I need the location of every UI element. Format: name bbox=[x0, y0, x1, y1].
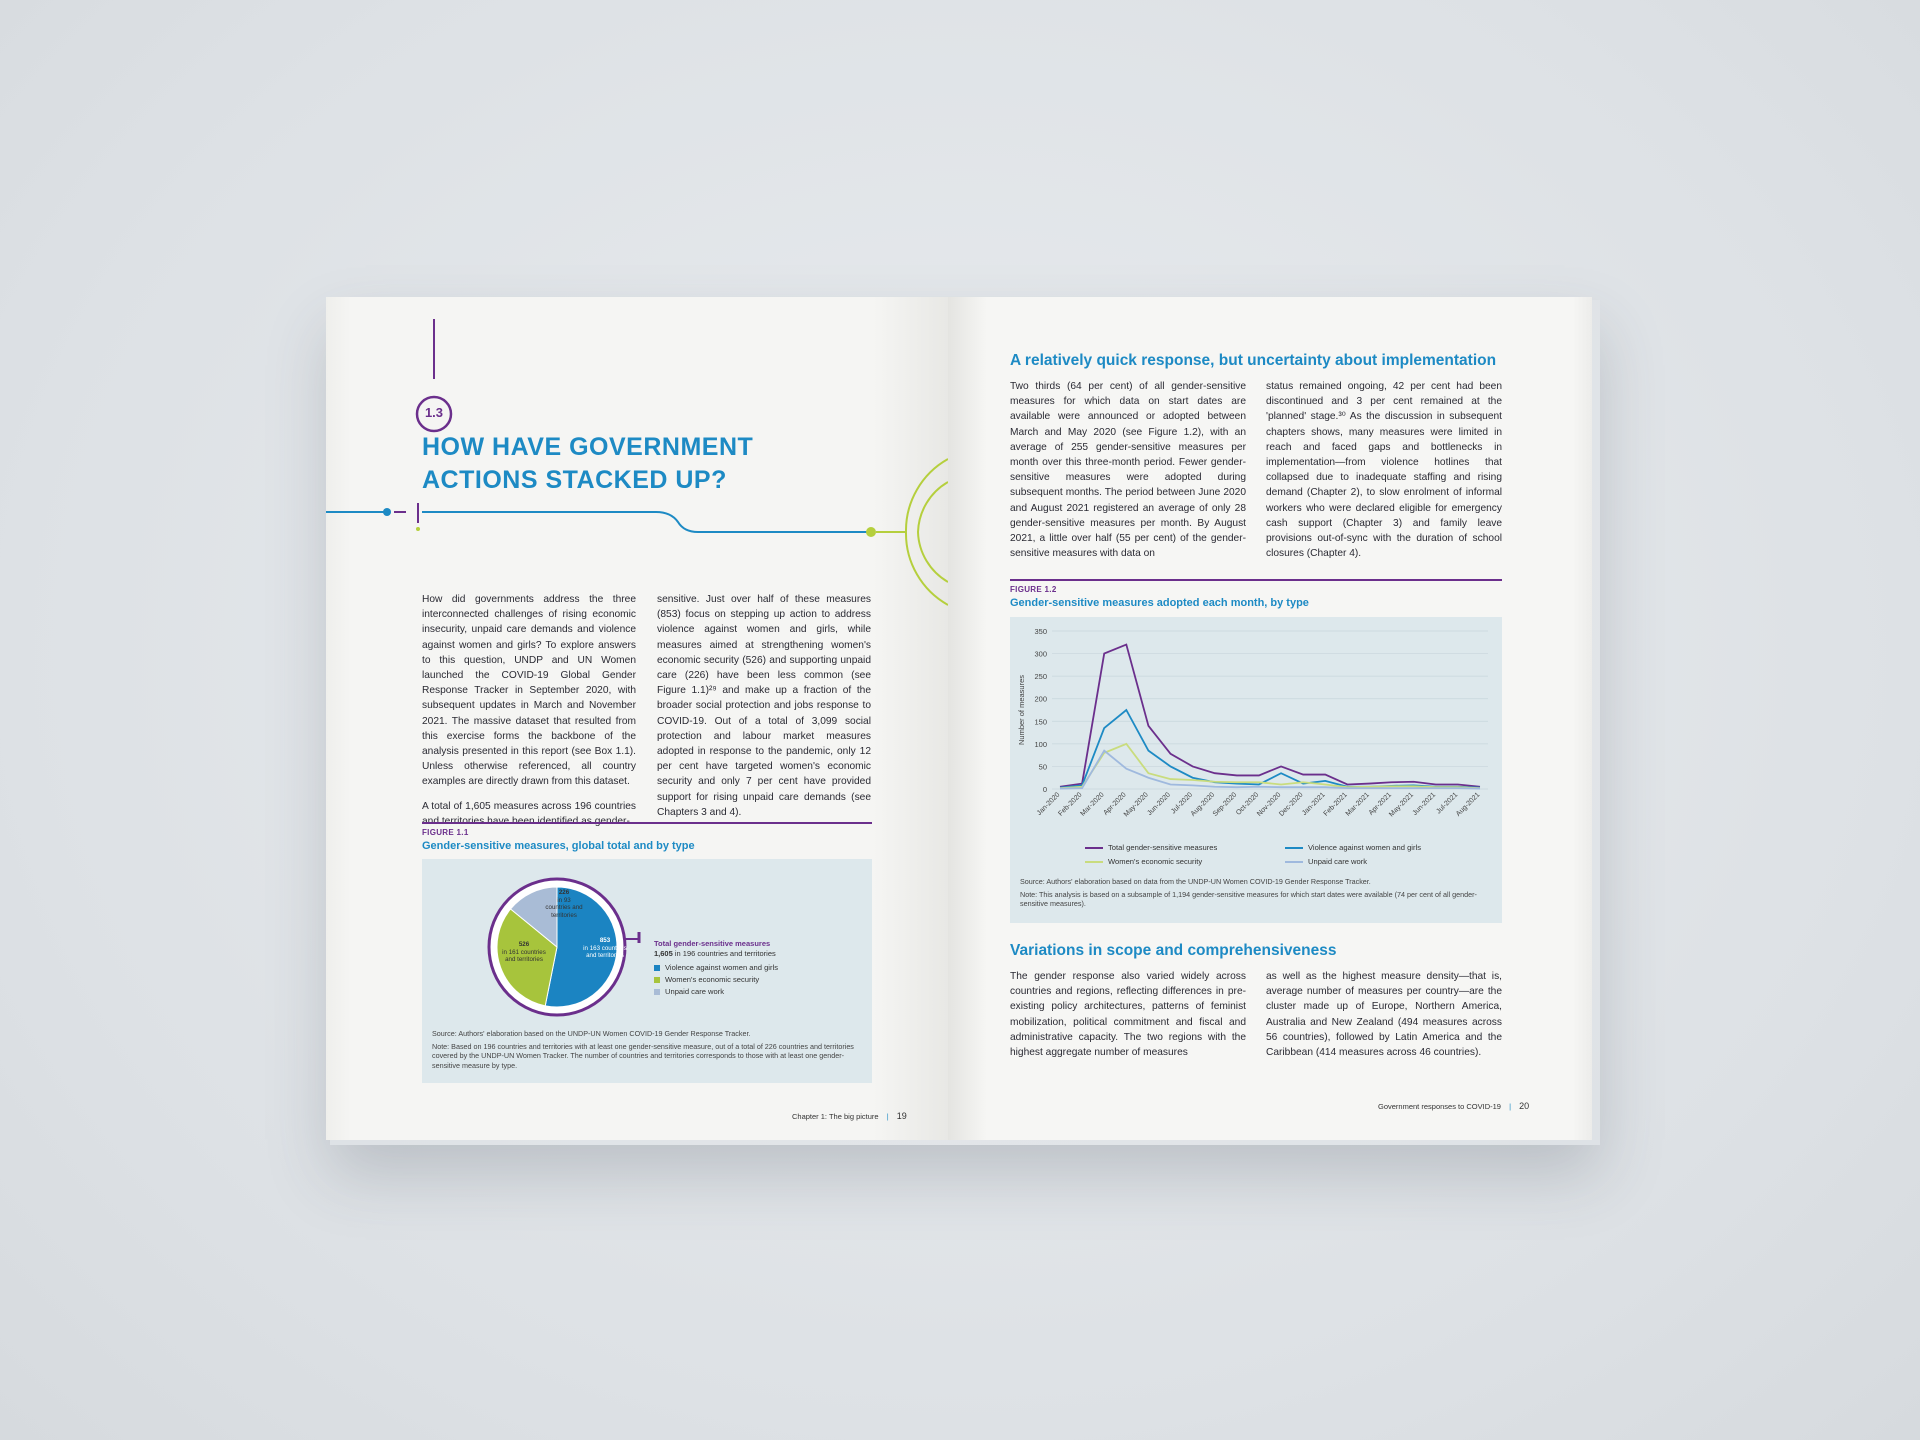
x-tick-label: Jul-2020 bbox=[1170, 791, 1195, 816]
figure-label: FIGURE 1.2 bbox=[1010, 585, 1057, 594]
x-tick-label: May-2021 bbox=[1388, 791, 1416, 819]
series-line bbox=[1060, 710, 1480, 788]
paragraph: How did governments address the three interconnected challenges of rising economic insecurity, unpaid care demands and violence against women and girls? To explore answers to this question, UNDP and UN Women launched the COVID-19 Global Gender Response Tracker in September 2020, with subsequent updates in March and November 2021. The massive dataset that resulted from this exercise forms the backbone of the analysis presented in this report (see Box 1.1). Unless otherwise referenced, all country examples are directly drawn from this dataset. bbox=[422, 594, 636, 788]
pie-label-violence bbox=[582, 937, 628, 960]
figure-note: Note: Based on 196 countries and territories with at least one gender-sensitive measure, out of a total of 226 countries and territories covered by the UNDP-UN Women Tracker. The number of countries and territories corresponds to those with at least one gender-sensitive measure by type. bbox=[432, 1041, 854, 1070]
x-tick-label: Mar-2021 bbox=[1344, 791, 1371, 818]
page-number: 20 bbox=[1519, 1101, 1530, 1111]
legend-swatch bbox=[1085, 861, 1103, 863]
figure-1-1-notes bbox=[432, 1029, 864, 1070]
line-legend bbox=[1085, 843, 1485, 868]
figure-1-2-panel bbox=[1010, 617, 1502, 923]
figure-label: FIGURE 1.1 bbox=[422, 828, 469, 837]
figure-source: Source: Authors' elaboration based on data from the UNDP-UN Women COVID-19 Gender Response Tracker. bbox=[1020, 877, 1371, 886]
total-sub: in 196 countries and territories bbox=[674, 949, 776, 958]
right-column-1b: The gender response also varied widely across countries and regions, reflecting differences in pre-existing policy architectures, patterns of feminist mobilization, political commitment and fiscal and administrative capacity. The two regions with the highest aggregate number of measures bbox=[1010, 971, 1246, 1059]
legend-item bbox=[654, 963, 778, 973]
y-tick-label: 200 bbox=[1034, 694, 1047, 704]
figure-1-2-notes bbox=[1020, 877, 1492, 909]
page-footer: Government responses to COVID-19 | 20 bbox=[1378, 1101, 1530, 1111]
figure-title: Gender-sensitive measures adopted each month, by type bbox=[1010, 597, 1309, 609]
left-page bbox=[326, 297, 948, 1140]
x-tick-label: Feb-2020 bbox=[1057, 791, 1084, 818]
x-tick-label: May-2020 bbox=[1122, 791, 1150, 819]
x-tick-label: Jan-2021 bbox=[1301, 791, 1327, 818]
right-column-2b: as well as the highest measure density—that is, average number of measures per country—are the cluster made up of Europe, Northern America, Australia and New Zealand (494 measures across 56 countries), followed by Latin America and the Caribbean (414 measures across 46 countries). bbox=[1266, 971, 1502, 1059]
figure-1-1-panel bbox=[422, 859, 872, 1083]
pie-sub: in 163 countries and territories bbox=[583, 944, 627, 959]
y-tick-label: 250 bbox=[1034, 672, 1047, 682]
legend-label: Total gender-sensitive measures bbox=[1108, 843, 1218, 852]
x-tick-label: Apr-2020 bbox=[1102, 791, 1128, 817]
legend-swatch bbox=[1285, 861, 1303, 863]
y-tick-label: 300 bbox=[1034, 649, 1047, 659]
y-axis-label: Number of measures bbox=[1017, 674, 1026, 746]
right-column-1: Two thirds (64 per cent) of all gender-sensitive measures for which data on start dates are available were announced or adopted between March and May 2020 (see Figure 1.2), with an average of 255 gender-sensitive measures per month over this three-month period. Fewer gender-sensitive measures were adopted during subsequent months. The period between June 2020 and August 2021 registered an average of only 28 gender-sensitive measures per month. By August 2021, a little over half (55 per cent) of the gender-sensitive measures with data on bbox=[1010, 381, 1246, 560]
section-heading-1: A relatively quick response, but uncertainty about implementation bbox=[1010, 352, 1497, 369]
legend-swatch bbox=[1085, 847, 1103, 849]
legend-swatch bbox=[654, 965, 660, 971]
footer-chapter: Government responses to COVID-19 bbox=[1378, 1102, 1501, 1111]
pie-label-economic bbox=[500, 941, 548, 964]
figure-rule bbox=[1010, 579, 1502, 581]
legend-item bbox=[1285, 857, 1485, 866]
figure-rule bbox=[422, 822, 872, 824]
heading-line-1: HOW HAVE GOVERNMENT bbox=[422, 433, 754, 461]
x-tick-label: Aug-2020 bbox=[1189, 791, 1217, 818]
legend-swatch bbox=[654, 977, 660, 983]
figure-source: Source: Authors' elaboration based on the UNDP-UN Women COVID-19 Gender Response Tracker. bbox=[432, 1029, 751, 1038]
legend-label: Violence against women and girls bbox=[665, 963, 778, 972]
paragraph: sensitive. Just over half of these measures (853) focus on stepping up action to address violence against women and girls, while measures aimed at strengthening women's economic security (526) and supporting unpaid care (226) have been less common (see Figure 1.1)²⁹ and make up a fraction of the broader social protection and jobs response to COVID-19. Out of a total of 3,099 social protection and labour market measures adopted in response to the pandemic, only 12 per cent have targeted women's economic security and only 7 per cent have provided support for rising unpaid care demands (see Chapters 3 and 4). bbox=[657, 594, 871, 818]
pie-sub: in 161 countries and territories bbox=[502, 948, 546, 963]
page-footer: Chapter 1: The big picture | 19 bbox=[792, 1111, 907, 1121]
x-tick-label: Feb-2021 bbox=[1322, 791, 1349, 818]
section-number: 1.3 bbox=[424, 405, 444, 420]
x-tick-label: Jul-2021 bbox=[1435, 791, 1460, 816]
line-chart bbox=[1010, 617, 1502, 857]
pie-legend bbox=[654, 963, 778, 997]
legend-swatch bbox=[1285, 847, 1303, 849]
total-value: 1,605 bbox=[654, 949, 673, 958]
x-tick-label: Oct-2020 bbox=[1235, 791, 1261, 817]
left-column-1 bbox=[422, 592, 636, 838]
y-tick-label: 350 bbox=[1034, 627, 1047, 636]
pie-sub: in 93 countries and territories bbox=[545, 896, 583, 919]
x-tick-label: Jun-2021 bbox=[1411, 791, 1438, 818]
y-tick-label: 100 bbox=[1034, 739, 1047, 749]
legend-label: Women's economic security bbox=[665, 975, 760, 984]
left-column-2 bbox=[657, 592, 871, 829]
right-column-2: status remained ongoing, 42 per cent had been discontinued and 3 per cent remained at the 'planned' stage.³⁰ As the discussion in subsequent chapters shows, many measures were limited in reach and faced gaps and bottlenecks in implementation—from violence hotlines that collapsed due to inadequate staffing and rising demand (Chapter 2), to slow enrolment of informal workers who were declared eligible for emergency cash support (Chapter 3) and family leave provisions out-of-sync with the duration of school closures (Chapter 4). bbox=[1266, 381, 1502, 560]
pie-value: 853 bbox=[599, 937, 611, 944]
total-label: Total gender-sensitive measures bbox=[654, 939, 771, 948]
y-tick-label: 0 bbox=[1042, 785, 1047, 794]
x-tick-label: Jun-2020 bbox=[1146, 791, 1172, 818]
x-tick-label: Dec-2020 bbox=[1278, 791, 1305, 818]
legend-item bbox=[654, 987, 778, 997]
pie-value: 226 bbox=[558, 889, 570, 896]
pie-label-unpaid bbox=[544, 889, 584, 919]
figure-title: Gender-sensitive measures, global total and by type bbox=[422, 840, 695, 852]
x-tick-label: Aug-2021 bbox=[1454, 791, 1482, 818]
x-tick-label: Apr-2021 bbox=[1367, 791, 1393, 817]
y-tick-label: 50 bbox=[1038, 762, 1047, 772]
figure-note: Note: This analysis is based on a subsample of 1,194 gender-sensitive measures for which start dates were available (74 per cent of all gender-sensitive measures). bbox=[1020, 889, 1477, 909]
legend-item bbox=[654, 975, 778, 985]
legend-label: Unpaid care work bbox=[1308, 857, 1368, 866]
legend-item bbox=[1285, 843, 1485, 852]
x-tick-label: Mar-2020 bbox=[1079, 791, 1106, 818]
pie-value: 526 bbox=[518, 941, 530, 948]
x-tick-label: Nov-2020 bbox=[1256, 791, 1283, 818]
legend-label: Women's economic security bbox=[1108, 857, 1203, 866]
legend-swatch bbox=[654, 989, 660, 995]
page-number: 19 bbox=[896, 1111, 907, 1121]
total-label-block bbox=[654, 939, 778, 999]
heading-line-2: ACTIONS STACKED UP? bbox=[422, 466, 727, 494]
x-tick-label: Sep-2020 bbox=[1211, 791, 1239, 818]
section-heading bbox=[422, 431, 753, 497]
section-heading-2: Variations in scope and comprehensiveness bbox=[1010, 942, 1337, 959]
x-tick-label: Jan-2020 bbox=[1035, 791, 1062, 818]
paragraph: A total of 1,605 measures across 196 countries bbox=[422, 800, 636, 812]
legend-label: Violence against women and girls bbox=[1308, 843, 1421, 852]
y-tick-label: 150 bbox=[1034, 717, 1047, 727]
total-connector bbox=[625, 929, 645, 949]
right-page bbox=[948, 297, 1592, 1140]
legend-label: Unpaid care work bbox=[665, 987, 725, 996]
footer-chapter: Chapter 1: The big picture bbox=[792, 1112, 879, 1121]
legend-item bbox=[1085, 843, 1285, 852]
legend-item bbox=[1085, 857, 1285, 866]
